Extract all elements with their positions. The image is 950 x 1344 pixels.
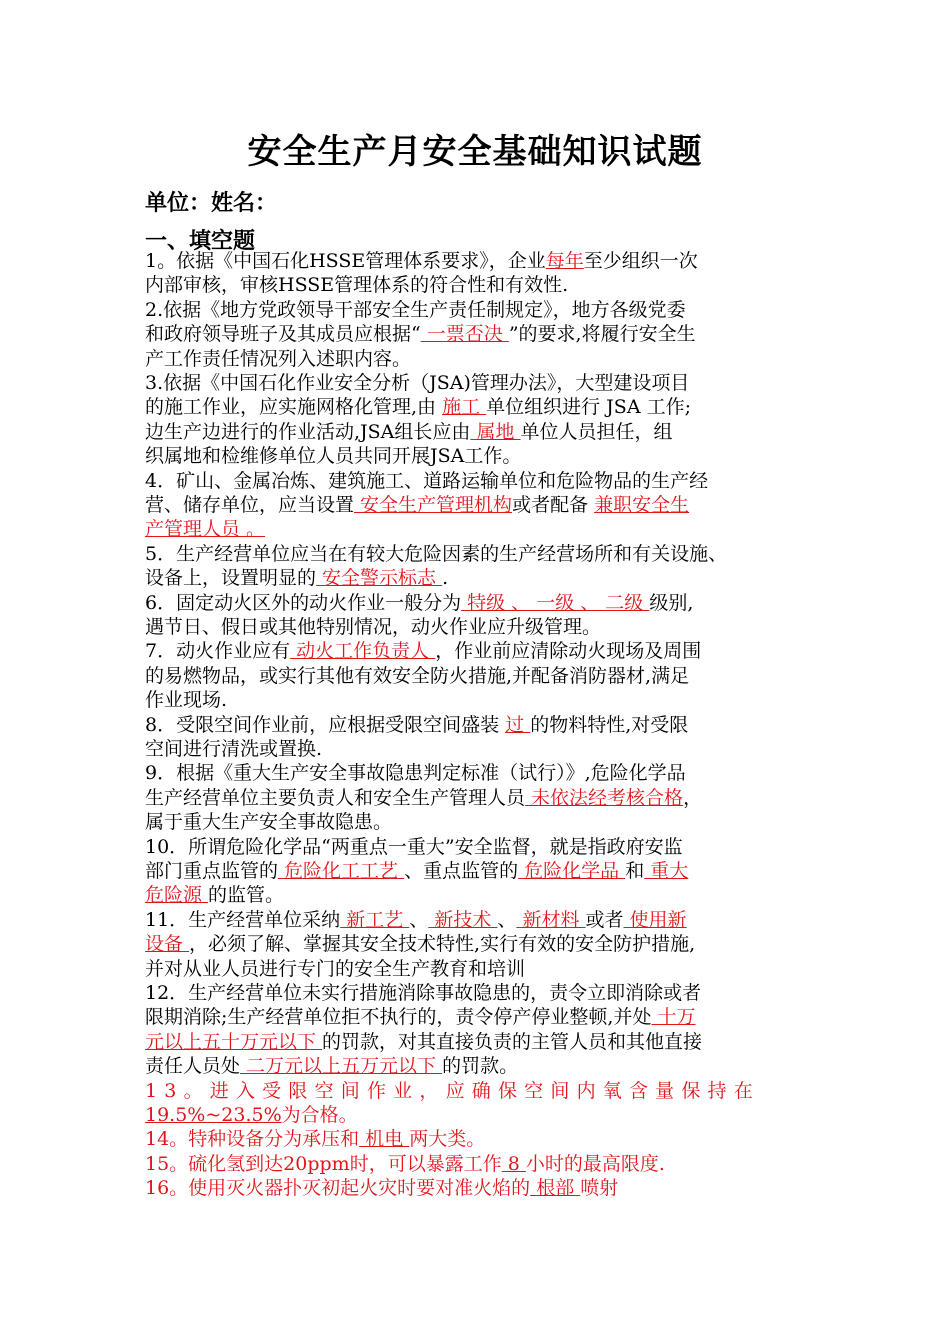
question-text: 、重点监管的 (404, 860, 519, 882)
question-text: 单位组织进行 JSA 工作; (486, 396, 691, 419)
text-line (145, 542, 805, 567)
answer-text: 未依法经考核合格 (525, 786, 684, 809)
question-text: 10．所谓危险化学品“两重点一重大”安全监督，就是指政府安监 (145, 835, 683, 858)
answer-text: 新材料 (516, 908, 586, 931)
text-line (145, 298, 805, 323)
question-text: 设备上，设置明显的 (145, 567, 317, 590)
question-text: 作业现场. (145, 689, 228, 712)
question-text: 部门重点监管的 (145, 860, 279, 882)
question-text: 并对从业人员进行专门的安全生产教育和培训 (145, 957, 526, 980)
answer-text: 机电 (359, 1128, 410, 1151)
question-text: 6．固定动火区外的动火作业一般分为 (145, 591, 462, 614)
text-line (145, 1103, 805, 1128)
text-line (145, 273, 805, 298)
answer-text: 兼职安全生 (594, 494, 690, 516)
answer-text: 特级 、 一级 、 二级 (461, 591, 650, 614)
text-line (145, 1030, 805, 1055)
question-text: 限期消除;生产经营单位拒不执行的，责令停产停业整顿,并处 (145, 1006, 652, 1029)
answer-text: 重大 (644, 860, 689, 882)
answer-text: 新技术 (428, 908, 498, 931)
text-line (145, 1005, 805, 1030)
text-line (145, 786, 805, 811)
question-text: 或者 (585, 908, 624, 931)
text-line (145, 469, 805, 494)
answer-text: 过 (505, 713, 531, 736)
question-text: ，作业前应清除动火现场及周围 (435, 640, 702, 663)
question-text: 内部审核，审核HSSE管理体系的符合性和有效性. (145, 274, 569, 297)
question-text: 遇节日、假日或其他特别情况，动火作业应升级管理。 (145, 616, 602, 638)
question-text: 9．根据《重大生产安全事故隐患判定标准（试行）》,危险化学品 (145, 762, 686, 785)
red-question-text: 15。硫化氢到达20ppm时，可以暴露工作 (145, 1152, 502, 1175)
text-line (145, 859, 805, 884)
answer-text: 十万 (651, 1006, 696, 1029)
red-question-text: 小时的最高限度. (525, 1152, 665, 1175)
red-question-text: 13。进入受限空间作业，应确保空间内氧含量保持在 (145, 1079, 760, 1102)
answer-text: 19.5%~23.5% (145, 1104, 282, 1126)
red-question-text: 14。特种设备分为承压和 (145, 1128, 360, 1151)
answer-text: 危险源 (145, 884, 209, 907)
text-line (145, 371, 805, 396)
text-line (145, 835, 805, 860)
text-line (145, 664, 805, 689)
text-line (145, 981, 805, 1006)
text-line (145, 493, 805, 518)
question-text: 的施工作业，应实施网格化管理,由 (145, 396, 443, 419)
question-text: 责任人员处 (145, 1055, 241, 1078)
text-line (145, 615, 805, 640)
text-line (145, 908, 805, 933)
answer-text: 安全警示标志 (316, 567, 443, 590)
red-question-text: 16。使用灭火器扑灭初起火灾时要对准火焰的 (145, 1177, 531, 1200)
text-line (145, 713, 805, 738)
answer-text: 设备 (145, 933, 190, 956)
text-line (145, 591, 805, 616)
text-line (145, 420, 805, 445)
text-line (145, 932, 805, 957)
text-line (145, 761, 805, 786)
text-line (145, 639, 805, 664)
question-text: 11．生产经营单位采纳 (145, 908, 341, 931)
answer-text: 一票否决 (420, 323, 509, 346)
answer-text: 危险化学品 (518, 860, 626, 882)
red-question-text: 为合格。 (281, 1104, 358, 1126)
question-text: ，必须了解、掌握其安全技术特性,实行有效的安全防护措施, (189, 933, 696, 956)
question-text: 营、储存单位，应当设置 (145, 494, 355, 516)
answer-text: 新工艺 (340, 908, 410, 931)
question-text: 8．受限空间作业前，应根据受限空间盛装 (145, 713, 506, 736)
text-line (145, 1054, 805, 1079)
answer-text: 元以上五十万元以下 (145, 1030, 323, 1053)
question-text: 边生产边进行的作业活动,JSA组长应由 (145, 420, 471, 443)
question-text: 1。依据《中国石化HSSE管理体系要求》，企业 (145, 250, 546, 272)
text-line (145, 1152, 805, 1177)
question-text: 7．动火作业应有 (145, 640, 291, 663)
question-text: . (442, 567, 449, 590)
question-text: 、 (409, 908, 429, 931)
section-title: 一、填空题 (145, 229, 256, 254)
question-text: 的易燃物品，或实行其他有效安全防火措施,并配备消防器材,满足 (145, 664, 690, 687)
question-text: 的罚款，对其直接负责的主管人员和其他直接 (322, 1030, 703, 1053)
question-text: 级别, (649, 591, 694, 614)
question-text: 、 (497, 908, 517, 931)
question-text: 的监管。 (208, 884, 285, 907)
question-text: 5．生产经营单位应当在有较大危险因素的生产经营场所和有关设施、 (145, 542, 728, 565)
text-line (145, 737, 805, 762)
text-line (145, 566, 805, 591)
text-line (145, 249, 805, 274)
text-line (145, 957, 805, 982)
question-text: ， (683, 786, 703, 809)
question-text: 12．生产经营单位未实行措施消除事故隐患的，责令立即消除或者 (145, 982, 702, 1004)
answer-text: 8 (501, 1152, 526, 1175)
text-line (145, 1127, 805, 1152)
red-question-text: 喷射 (580, 1177, 619, 1200)
text-line (145, 883, 805, 908)
text-line (145, 395, 805, 420)
answer-text: 产管理人员 。 (145, 518, 266, 541)
answer-text: 危险化工工艺 (278, 860, 405, 882)
question-text: 和政府领导班子及其成员应根据“ (145, 323, 421, 346)
text-line (145, 517, 805, 542)
question-text: 单位人员担任，组 (520, 420, 673, 443)
answer-text: 施工 (442, 396, 487, 419)
question-text: 3.依据《中国石化作业安全分析（JSA)管理办法》，大型建设项目 (145, 372, 690, 394)
text-line (145, 322, 805, 347)
question-text: 产工作责任情况列入述职内容。 (145, 347, 412, 370)
text-line (145, 347, 805, 372)
question-text: 至少组织一次 (583, 250, 698, 272)
question-text: 织属地和检维修单位人员共同开展JSA工作。 (145, 445, 522, 468)
answer-text: 根部 (530, 1177, 581, 1200)
text-line (145, 444, 805, 469)
answer-text: 每年 (545, 250, 584, 272)
answer-text: 动火工作负责人 (290, 640, 436, 663)
answer-text: 使用新 (623, 908, 687, 931)
unit-name-label: 单位：姓名： (145, 191, 278, 216)
red-question-text: 两大类。 (409, 1128, 486, 1151)
text-line (145, 810, 805, 835)
question-text: 或者配备 (512, 494, 595, 516)
answer-text: 安全生产管理机构 (354, 494, 513, 516)
question-text: 空间进行清洗或置换. (145, 738, 323, 760)
text-line (145, 1079, 805, 1104)
text-line (145, 688, 805, 713)
question-text: 和 (625, 860, 645, 882)
answer-text: 二万元以上五万元以下 (240, 1055, 443, 1078)
answer-text: 属地 (470, 420, 521, 443)
question-text: 2.依据《地方党政领导干部安全生产责任制规定》，地方各级党委 (145, 298, 686, 321)
text-line (145, 1176, 805, 1201)
question-text: 属于重大生产安全事故隐患。 (145, 811, 393, 834)
question-text: 4．矿山、金属冶炼、建筑施工、道路运输单位和危险物品的生产经 (145, 469, 709, 492)
page-title: 安全生产月安全基础知识试题 (247, 132, 703, 172)
question-text: 的物料特性,对受限 (530, 713, 689, 736)
question-text: 的罚款。 (442, 1055, 519, 1078)
question-text: 生产经营单位主要负责人和安全生产管理人员 (145, 786, 526, 809)
question-text: ”的要求,将履行安全生 (508, 323, 696, 346)
